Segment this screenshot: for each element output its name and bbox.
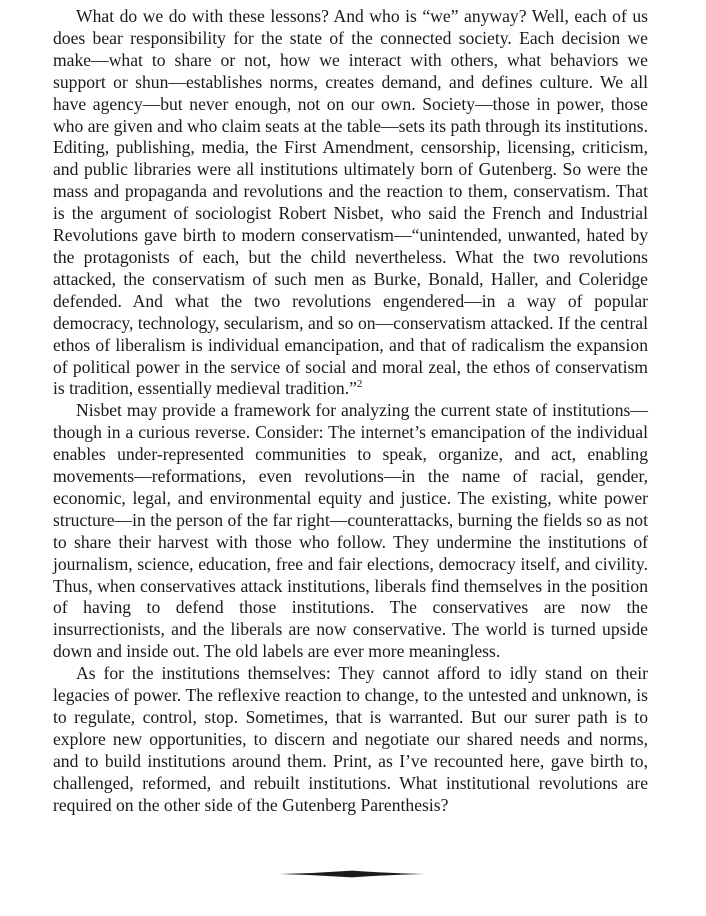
paragraph-1 <box>53 6 648 400</box>
paragraph-1-text: What do we do with these lessons? And who is “we” anyway? Well, each of us does bear responsibility for the state of the connected society. Each decision we make—what to share or not, how we interact with others, what behaviors we support or shun—establishes norms, creates demand, and defines culture. We all have agency—but never enough, not on our own. Society—those in power, those who are given and who claim seats at the table—sets its path through its institutions. Editing, publishing, media, the First Amendment, censorship, licensing, criticism, and public libraries were all institutions ultimately born of Gutenberg. So were the mass and propaganda and revolutions and the reaction to them, conservatism. That is the argument of sociologist Robert Nisbet, who said the French and Industrial Revolutions gave birth to modern conservatism—“unintended, unwanted, hated by the protagonists of each, but the child nevertheless. What the two revolutions attacked, the conservatism of such men as Burke, Bonald, Haller, and Coleridge defended. And what the two revolutions engendered—in a way of popular democracy, technology, secularism, and so on—conservatism attacked. If the central ethos of liberalism is individual emancipation, and that of radicalism the expansion of political power in the service of social and moral zeal, the ethos of conservatism is tradition, essentially medieval tradition.” <box>53 6 648 399</box>
paragraph-3: As for the institutions themselves: They cannot afford to idly stand on their legacies of power. The reflexive reaction to change, to the untested and unknown, is to regulate, control, stop. Sometimes, that is warranted. But our surer path is to explore new opportunities, to discern and negotiate our shared needs and norms, and to build institutions around them. Print, as I’ve recounted here, gave birth to, challenged, reformed, and rebuilt institutions. What institutional revolutions are required on the other side of the Gutenberg Parenthesis? <box>53 663 648 815</box>
section-divider-ornament-icon <box>280 870 424 878</box>
footnote-marker[interactable]: 2 <box>356 378 363 391</box>
page-body <box>53 6 648 817</box>
paragraph-2: Nisbet may provide a framework for analyzing the current state of institutions—though in a curious reverse. Consider: The internet’s emancipation of the individual enables under-represented communities to speak, organize, and act, enabling movements—reformations, even revolutions—in the name of racial, gender, economic, legal, and environmental equity and justice. The existing, white power structure—in the person of the far right—counterattacks, burning the fields so as not to share their harvest with those who follow. They undermine the institutions of journalism, science, education, free and fair elections, democracy itself, and civility. Thus, when conservatives attack institutions, liberals find themselves in the position of having to defend those institutions. The conservatives are now the insurrectionists, and the liberals are now conservative. The world is turned upside down and inside out. The old labels are ever more meaningless. <box>53 400 648 662</box>
